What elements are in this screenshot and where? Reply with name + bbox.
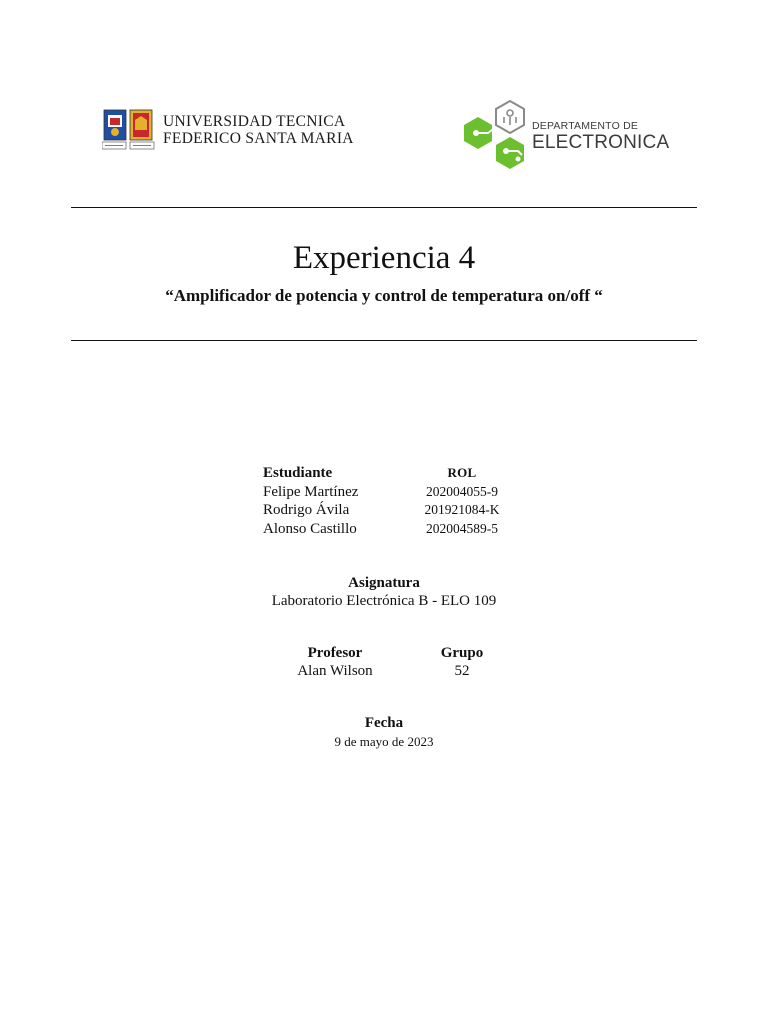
students-header-rol: ROL [447,465,477,480]
course-label: Asignatura [348,575,420,591]
students-header-name: Estudiante [263,465,333,481]
group-block [428,644,496,680]
department-logo [460,99,670,171]
university-name-line1: UNIVERSIDAD TECNICA [163,113,346,130]
group-label: Grupo [440,645,484,661]
table-row [263,484,523,503]
department-name-line2: ELECTRONICA [532,132,670,153]
date-label: Fecha [364,715,404,731]
professor-block [285,644,385,680]
date-block [0,714,768,752]
student-name: Felipe Martínez [263,483,359,500]
student-name: Alonso Castillo [263,521,357,538]
table-row [263,521,523,540]
department-name [532,120,669,154]
department-name-line1: DEPARTAMENTO DE [532,120,639,132]
table-row [263,502,523,521]
professor-value: Alan Wilson [297,663,373,679]
student-rol: 201921084-K [424,502,500,518]
document-subtitle: “Amplificador de potencia y control de temperatura on/off “ [165,286,603,305]
department-hexagon-icon [460,99,532,171]
top-divider [71,207,697,208]
university-name-line2: FEDERICO SANTA MARIA [163,130,354,147]
student-name: Rodrigo Ávila [263,502,350,519]
students-table [263,465,523,540]
bottom-divider [71,340,697,341]
university-seal-icon [102,108,156,150]
student-rol: 202004055-9 [426,483,498,499]
course-value: Laboratorio Electrónica B - ELO 109 [271,593,497,609]
professor-label: Profesor [307,645,363,661]
date-value: 9 de mayo de 2023 [334,734,434,749]
university-logo [102,108,362,150]
student-rol: 202004589-5 [426,521,498,537]
students-header-row [263,465,523,484]
course-block [0,574,768,610]
document-title: Experiencia 4 [292,240,476,276]
group-value: 52 [454,663,470,679]
university-name [163,113,354,147]
